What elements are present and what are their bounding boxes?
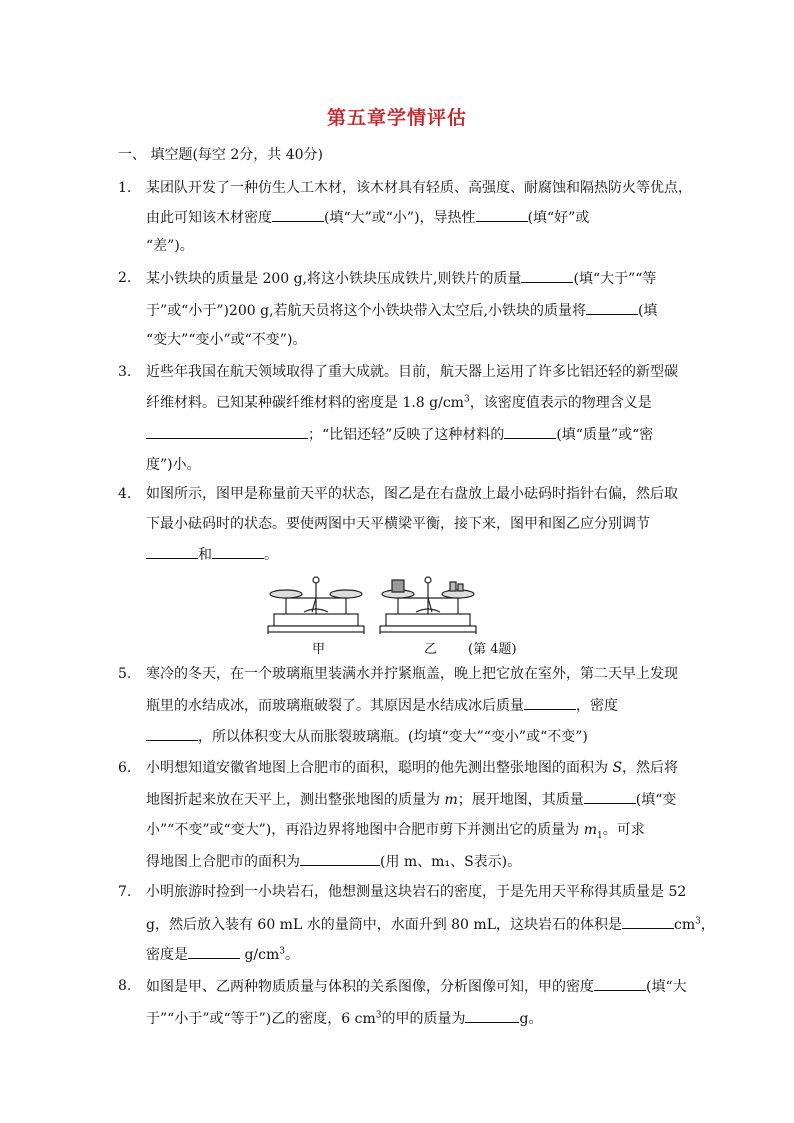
answer-blank[interactable] [521,268,573,283]
question-line: 下最小砝码时的状态。要使两图中天平横梁平衡，接下来，图甲和图乙应分别调节 [146,516,650,532]
answer-blank[interactable] [504,424,556,439]
question-line: 密度是 $g/cm^3$。 [146,944,299,965]
figure-caption: (第 4题) [468,642,517,657]
question-line: 如图所示，图甲是称量前天平的状态，图乙是在右盘放上最小砝码时指针右偏，然后取 [146,486,678,502]
answer-blank[interactable] [586,300,638,315]
question-number: 4. [118,486,132,502]
question-line: g，然后放入装有 60 mL 水的量筒中，水面升到 80 mL，这块岩石的体积是 $cm^3$， [146,914,715,935]
answer-blank[interactable] [476,207,528,222]
question-line: 得地图上合肥市的面积为 (用 m、m₁、S表示)。 [146,851,521,872]
question-line: “变大”“变小”或“不变”)。 [146,332,307,348]
question-line: 小明旅游时捡到一小块岩石，他想测量这块岩石的密度，于是先用天平称得其质量是 52 [146,884,687,900]
question-line: 纤维材料。已知某种碳纤维材料的密度是 1.8 $g/cm^3$，该密度值表示的物理含义是 [146,394,652,411]
answer-blank[interactable] [524,695,576,710]
question-number: 8. [118,978,132,994]
question-number: 2. [118,270,132,286]
answer-blank[interactable] [300,851,380,866]
figure-label-a: 甲 [312,642,326,657]
page-title: 第五章学情评估 [326,107,467,129]
question-number: 5. [118,666,132,682]
question-number: 6. [118,760,132,776]
balance-a [268,577,364,634]
answer-blank[interactable] [146,726,198,741]
question-line: 度”)小。 [146,457,201,473]
answer-blank[interactable] [212,544,264,559]
question-line: ，所以体积变大从而胀裂玻璃瓶。(均填“变大”“变小”或“不变”) [146,726,588,747]
question-line: 于”或“小于”)200 g,若航天员将这个小铁块带入太空后,小铁块的质量将 (填 [146,300,657,321]
section-heading: 一、 填空题(每空 2分，共 40分) [118,147,323,163]
question-line: 寒冷的冬天，在一个玻璃瓶里装满水并拧紧瓶盖，晚上把它放在室外，第二天早上发现 [146,666,678,682]
answer-blank[interactable] [584,789,636,804]
answer-blank[interactable] [622,914,674,929]
question-number: 3. [118,364,132,380]
question-line: 地图折起来放在天平上，测出整张地图的质量为 m；展开地图，其质量 (填“变 [146,789,676,810]
balance-figure [264,572,534,658]
answer-blank[interactable] [272,207,324,222]
figure-label-b: 乙 [424,642,438,657]
answer-blank[interactable] [594,976,646,991]
question-number: 7. [118,884,132,900]
question-line: 和 。 [146,544,278,565]
question-line: 瓶里的水结成冰，而玻璃瓶破裂了。其原因是水结成冰后质量 ，密度 [146,695,618,716]
answer-blank[interactable] [188,944,240,959]
question-line: 小”“不变”或“变大”)，再沿边界将地图中合肥市剪下并测出它的质量为 $m_1$。可求 [146,822,645,841]
answer-blank[interactable] [146,544,198,559]
question-line: ；“比铝还轻”反映了这种材料的 (填“质量”或“密 [146,424,653,445]
question-number: 1. [118,180,132,196]
question-line: 近些年我国在航天领域取得了重大成就。目前，航天器上运用了许多比铝还轻的新型碳 [146,364,678,380]
question-line: 由此可知该木材密度 (填“大”或“小”)，导热性 (填“好”或 [146,207,589,228]
question-line: “差”)。 [146,238,194,254]
question-line: 某小铁块的质量是 200 g,将这小铁块压成铁片,则铁片的质量 (填“大于”“等 [146,268,656,289]
question-line: 如图是甲、乙两种物质质量与体积的关系图像，分析图像可知，甲的密度 (填“大 [146,976,687,997]
question-line: 小明想知道安徽省地图上合肥市的面积，聪明的他先测出整张地图的面积为 S，然后将 [146,760,679,776]
answer-blank[interactable] [465,1008,519,1023]
balance-b [380,577,476,634]
question-line: 某团队开发了一种仿生人工木材，该木材具有轻质、高强度、耐腐蚀和隔热防火等优点， [146,180,692,196]
answer-blank[interactable] [146,424,308,439]
question-line: 于”“小于”或“等于”)乙的密度，6 $cm^3$的甲的质量为 g。 [146,1008,542,1029]
